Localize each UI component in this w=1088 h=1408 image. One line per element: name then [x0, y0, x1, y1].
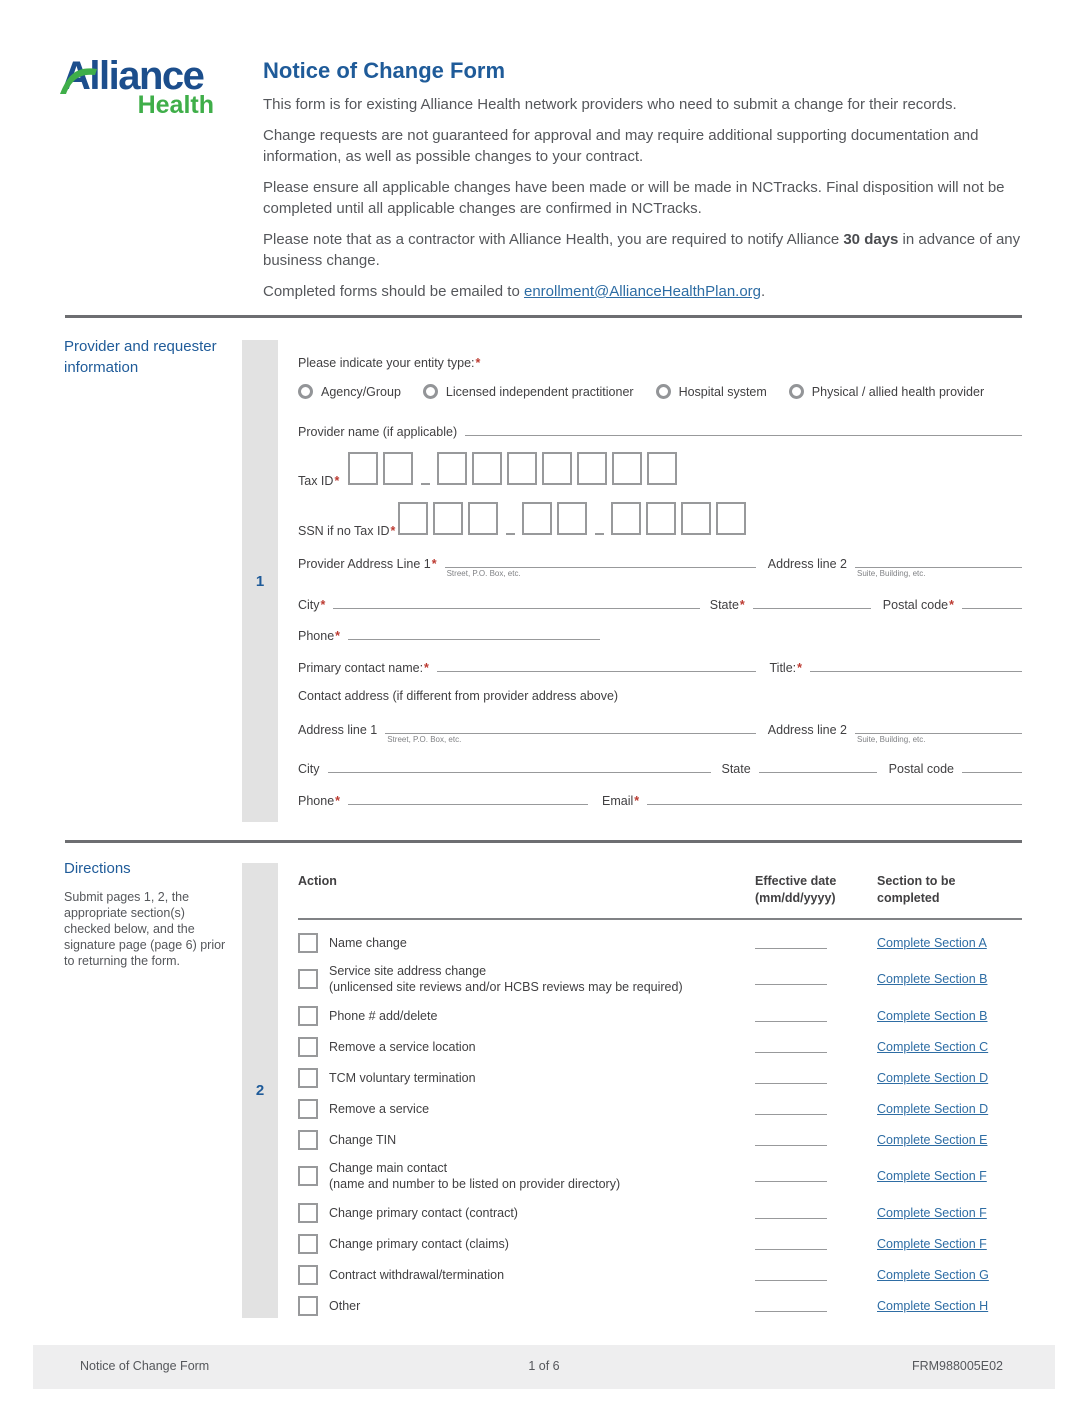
- section-link[interactable]: Complete Section F: [877, 1205, 987, 1220]
- provider-phone-field[interactable]: [348, 626, 600, 640]
- tax-id-box[interactable]: [542, 452, 572, 485]
- checkbox[interactable]: [298, 1203, 318, 1223]
- logo-alliance-text: Alliance: [62, 54, 204, 98]
- email-intro-period: .: [761, 283, 766, 300]
- address2-label: Address line 2: [767, 557, 847, 571]
- section2-number: 2: [255, 1082, 265, 1099]
- section-divider: [65, 315, 1022, 318]
- directions-title: Directions: [64, 860, 131, 877]
- tax-id-label-text: Tax ID: [298, 474, 334, 488]
- phone-label: [298, 629, 340, 643]
- provider-address1-label: [298, 557, 437, 571]
- contact-postal-field[interactable]: [962, 759, 1022, 773]
- contact-address1-label: Address line 1: [298, 723, 378, 737]
- column-header-section: [877, 873, 1022, 907]
- section-link[interactable]: Complete Section B: [877, 972, 988, 986]
- action-label: Name change: [329, 935, 407, 950]
- provider-name-row: [298, 422, 1022, 439]
- required-asterisk: *: [475, 356, 481, 370]
- table-row-phone-add-delete: [298, 1000, 1022, 1031]
- contact-city-row: [298, 759, 1022, 776]
- email-label: [602, 794, 639, 808]
- section1-sidebar-label: Provider and requester information: [64, 338, 217, 376]
- title-label-text: Title:: [769, 661, 797, 675]
- tax-id-box[interactable]: [507, 452, 537, 485]
- section-header-line2: completed: [877, 891, 940, 905]
- table-row-remove-service-location: [298, 1031, 1022, 1062]
- provider-address2-field[interactable]: [855, 554, 1022, 578]
- effective-date-field[interactable]: [755, 1134, 827, 1146]
- column-header-action: Action: [298, 874, 337, 888]
- section1-number-bar: [242, 340, 278, 822]
- effective-date-field[interactable]: [755, 1103, 827, 1115]
- tax-id-box[interactable]: [472, 452, 502, 485]
- action-sublabel: (unlicensed site reviews and/or HCBS reviews may be required): [329, 980, 683, 994]
- provider-city-row: [298, 595, 1022, 612]
- contact-phone-label-text: Phone: [298, 794, 335, 808]
- section-link[interactable]: Complete Section H: [877, 1298, 989, 1313]
- provider-address-row: [298, 554, 1022, 578]
- alliance-health-logo: [62, 56, 214, 118]
- tax-id-row: [298, 452, 1022, 488]
- contact-phone-email-row: [298, 791, 1022, 808]
- checkbox[interactable]: [298, 1037, 318, 1057]
- address1-hint: Street, P.O. Box, etc.: [387, 735, 462, 744]
- ssn-box[interactable]: [646, 502, 676, 535]
- effective-date-field[interactable]: [755, 1072, 827, 1084]
- dash-separator: [595, 533, 604, 535]
- directions-sidebar: [64, 858, 239, 969]
- effective-date-line2: (mm/dd/yyyy): [755, 891, 836, 905]
- effective-date-field[interactable]: [755, 1170, 827, 1182]
- ssn-label-text: SSN if no Tax ID: [298, 524, 390, 538]
- ssn-box[interactable]: [522, 502, 552, 535]
- table-row-change-main-contact: [298, 1155, 1022, 1197]
- email-intro-text: Completed forms should be emailed to: [263, 283, 524, 300]
- entity-option-licensed-practitioner[interactable]: [423, 384, 634, 399]
- title-label: [770, 661, 803, 675]
- contact-state-field[interactable]: [759, 759, 877, 773]
- intro-paragraph-1: This form is for existing Alliance Health network providers who need to submit a change for their records.: [263, 96, 957, 113]
- required-asterisk: *: [431, 557, 437, 571]
- tax-id-label: [298, 474, 348, 488]
- contact-email-field[interactable]: [647, 791, 1022, 805]
- action-label: Remove a service location: [329, 1039, 476, 1054]
- required-asterisk: *: [320, 598, 326, 612]
- provider-postal-field[interactable]: [962, 595, 1022, 609]
- primary-contact-row: [298, 658, 1022, 675]
- tax-id-box[interactable]: [577, 452, 607, 485]
- effective-date-field[interactable]: [755, 1207, 827, 1219]
- required-asterisk: *: [797, 661, 802, 675]
- section-link[interactable]: Complete Section F: [877, 1236, 987, 1251]
- address2-hint: Suite, Building, etc.: [857, 735, 926, 744]
- effective-date-field[interactable]: [755, 973, 827, 985]
- required-asterisk: *: [949, 598, 954, 612]
- postal-label: [883, 598, 954, 612]
- table-header-rule: [298, 918, 1022, 920]
- effective-date-field[interactable]: [755, 1010, 827, 1022]
- contact-address1-field[interactable]: [385, 720, 756, 744]
- action-label: TCM voluntary termination: [329, 1070, 476, 1085]
- table-row-change-tin: [298, 1124, 1022, 1155]
- entity-option-label: Hospital system: [678, 384, 767, 399]
- entity-option-label: Licensed independent practitioner: [445, 384, 634, 399]
- city-label: [298, 598, 325, 612]
- action-label: Phone # add/delete: [329, 1008, 438, 1023]
- tax-id-box[interactable]: [348, 452, 378, 485]
- section-link[interactable]: Complete Section F: [877, 1169, 987, 1183]
- entity-type-row: [298, 356, 1022, 370]
- checkbox[interactable]: [298, 1234, 318, 1254]
- checkbox[interactable]: [298, 1068, 318, 1088]
- action-label: Change primary contact (claims): [329, 1236, 509, 1251]
- footer-page-number: 1 of 6: [528, 1359, 560, 1373]
- city-label-text: City: [298, 598, 320, 612]
- contact-city-field[interactable]: [328, 759, 712, 773]
- intro-paragraph-2: Change requests are not guaranteed for approval and may require additional supporting documentation and information, as well as possible changes to your contract.: [263, 127, 979, 165]
- section-link[interactable]: Complete Section C: [877, 1039, 989, 1054]
- action-sublabel: (name and number to be listed on provider directory): [329, 1177, 621, 1191]
- primary-contact-name-field[interactable]: [437, 658, 756, 672]
- required-asterisk: *: [334, 474, 340, 488]
- intro-block: [263, 58, 1055, 302]
- section1-number: 1: [255, 572, 265, 590]
- entity-option-label: Physical / allied health provider: [811, 384, 985, 399]
- table-header: [298, 863, 1022, 907]
- ssn-box[interactable]: [611, 502, 641, 535]
- provider-state-field[interactable]: [753, 595, 871, 609]
- section-link[interactable]: Complete Section A: [877, 935, 987, 950]
- entity-option-physical-allied[interactable]: [789, 384, 984, 399]
- required-asterisk: *: [634, 794, 640, 808]
- checkbox[interactable]: [298, 969, 318, 989]
- radio-button-icon[interactable]: [298, 384, 313, 399]
- checkbox[interactable]: [298, 1130, 318, 1150]
- contact-state-label: State: [721, 762, 751, 776]
- tax-id-box[interactable]: [437, 452, 467, 485]
- effective-date-field[interactable]: [755, 1238, 827, 1250]
- entity-type-label-text: Please indicate your entity type:: [298, 356, 475, 370]
- dash-separator: [421, 483, 430, 485]
- column-header-effective-date: [755, 873, 877, 907]
- ssn-box[interactable]: [398, 502, 428, 535]
- provider-name-label: Provider name (if applicable): [298, 425, 458, 439]
- title-field[interactable]: [810, 658, 1022, 672]
- enrollment-email-link[interactable]: enrollment@AllianceHealthPlan.org: [523, 283, 762, 300]
- section-link[interactable]: Complete Section G: [877, 1267, 989, 1282]
- provider-city-field[interactable]: [333, 595, 699, 609]
- effective-date-field[interactable]: [755, 1269, 827, 1281]
- table-row-change-primary-contract: [298, 1197, 1022, 1228]
- phone-label-text: Phone: [298, 629, 335, 643]
- checkbox[interactable]: [298, 933, 318, 953]
- effective-date-line1: Effective date: [755, 874, 837, 888]
- action-label: Contract withdrawal/termination: [329, 1267, 505, 1282]
- action-label: Change primary contact (contract): [329, 1205, 518, 1220]
- contact-address-line1-row: [298, 720, 1022, 744]
- primary-contact-label-text: Primary contact name:: [298, 661, 424, 675]
- action-label: Change main contact: [329, 1161, 448, 1175]
- ssn-box[interactable]: [557, 502, 587, 535]
- footer-form-code: FRM988005E02: [911, 1359, 1003, 1373]
- section-link[interactable]: Complete Section D: [877, 1070, 989, 1085]
- table-body: [298, 927, 1022, 1321]
- ssn-box[interactable]: [716, 502, 746, 535]
- primary-contact-label: [298, 661, 429, 675]
- table-row-other: [298, 1290, 1022, 1321]
- table-row-tcm-termination: [298, 1062, 1022, 1093]
- table-row-change-primary-claims: [298, 1228, 1022, 1259]
- contact-postal-label: Postal code: [888, 762, 954, 776]
- checkbox[interactable]: [298, 1265, 318, 1285]
- section-link[interactable]: Complete Section E: [877, 1132, 988, 1147]
- intro-paragraph-5: [263, 281, 1055, 302]
- checkbox[interactable]: [298, 1006, 318, 1026]
- ssn-row: [298, 502, 1022, 538]
- radio-button-icon[interactable]: [656, 384, 671, 399]
- contact-city-label: City: [298, 762, 320, 776]
- section-link[interactable]: Complete Section B: [877, 1008, 988, 1023]
- intro-paragraph-4: [263, 229, 1055, 271]
- required-asterisk: *: [335, 794, 341, 808]
- postal-label-text: Postal code: [882, 598, 949, 612]
- footer-form-name: Notice of Change Form: [80, 1359, 210, 1373]
- contact-address-label: Contact address (if different from provider address above): [298, 689, 619, 703]
- page-title: Notice of Change Form: [263, 58, 506, 83]
- section-link[interactable]: Complete Section D: [877, 1101, 989, 1116]
- action-label: Change TIN: [329, 1132, 397, 1147]
- section2-number-bar: [242, 863, 278, 1318]
- provider-phone-row: [298, 626, 1022, 643]
- provider-name-field[interactable]: [465, 422, 1022, 436]
- entity-type-label: [298, 356, 480, 370]
- required-asterisk: *: [424, 661, 429, 675]
- contact-address2-field[interactable]: [855, 720, 1022, 744]
- entity-type-options: [298, 384, 1022, 399]
- contact-phone-field[interactable]: [348, 791, 588, 805]
- ssn-box[interactable]: [681, 502, 711, 535]
- effective-date-field[interactable]: [755, 937, 827, 949]
- state-label-text: State: [709, 598, 739, 612]
- ssn-label: [298, 524, 398, 538]
- table-row-remove-service: [298, 1093, 1022, 1124]
- action-label: Other: [329, 1298, 361, 1313]
- section-divider: [65, 840, 1022, 843]
- provider-address1-label-text: Provider Address Line 1: [298, 557, 431, 571]
- contact-address-heading-row: [298, 689, 1022, 703]
- effective-date-field[interactable]: [755, 1300, 827, 1312]
- checkbox[interactable]: [298, 1166, 318, 1186]
- page-footer: [33, 1345, 1055, 1389]
- required-asterisk: *: [739, 598, 745, 612]
- action-label: Service site address change: [329, 964, 487, 978]
- entity-option-label: Agency/Group: [321, 384, 401, 399]
- table-row-contract-withdrawal: [298, 1259, 1022, 1290]
- email-label-text: Email: [602, 794, 634, 808]
- table-row-service-site-address: [298, 958, 1022, 1000]
- contact-address2-label: Address line 2: [767, 723, 847, 737]
- tax-id-box[interactable]: [383, 452, 413, 485]
- address1-hint: Street, P.O. Box, etc.: [446, 569, 521, 578]
- table-row-name-change: [298, 927, 1022, 958]
- radio-button-icon[interactable]: [423, 384, 438, 399]
- contact-phone-label: [298, 794, 340, 808]
- tax-id-box[interactable]: [647, 452, 677, 485]
- provider-address1-field[interactable]: [445, 554, 756, 578]
- required-asterisk: *: [390, 524, 396, 538]
- radio-button-icon[interactable]: [789, 384, 804, 399]
- state-label: [710, 598, 745, 612]
- section-header-line1: Section to be: [877, 874, 956, 888]
- required-asterisk: *: [335, 629, 341, 643]
- checkbox[interactable]: [298, 1296, 318, 1316]
- entity-option-agency-group[interactable]: [298, 384, 401, 399]
- logo-swoosh-icon: [58, 60, 100, 98]
- dash-separator: [506, 533, 515, 535]
- address2-hint: Suite, Building, etc.: [857, 569, 926, 578]
- entity-option-hospital-system[interactable]: [656, 384, 767, 399]
- logo-health-text: Health: [137, 91, 214, 119]
- action-label: Remove a service: [329, 1101, 430, 1116]
- notify-text-after: in advance of any business change.: [263, 231, 1021, 269]
- action-table: [298, 863, 1022, 1321]
- intro-paragraph-3: Please ensure all applicable changes have been made or will be made in NCTracks. Final disposition will not be completed until all applicable changes are confirmed in NCTracks.: [263, 179, 1005, 217]
- tax-id-box[interactable]: [612, 452, 642, 485]
- ssn-box[interactable]: [468, 502, 498, 535]
- notify-text: Please note that as a contractor with Alliance Health, you are required to notify Alliance: [263, 231, 844, 248]
- ssn-box[interactable]: [433, 502, 463, 535]
- effective-date-field[interactable]: [755, 1041, 827, 1053]
- directions-text: Submit pages 1, 2, the appropriate section(s) checked below, and the signature page (page 6) prior to returning the form.: [64, 890, 226, 968]
- checkbox[interactable]: [298, 1099, 318, 1119]
- thirty-days-bold: 30 days: [843, 231, 899, 248]
